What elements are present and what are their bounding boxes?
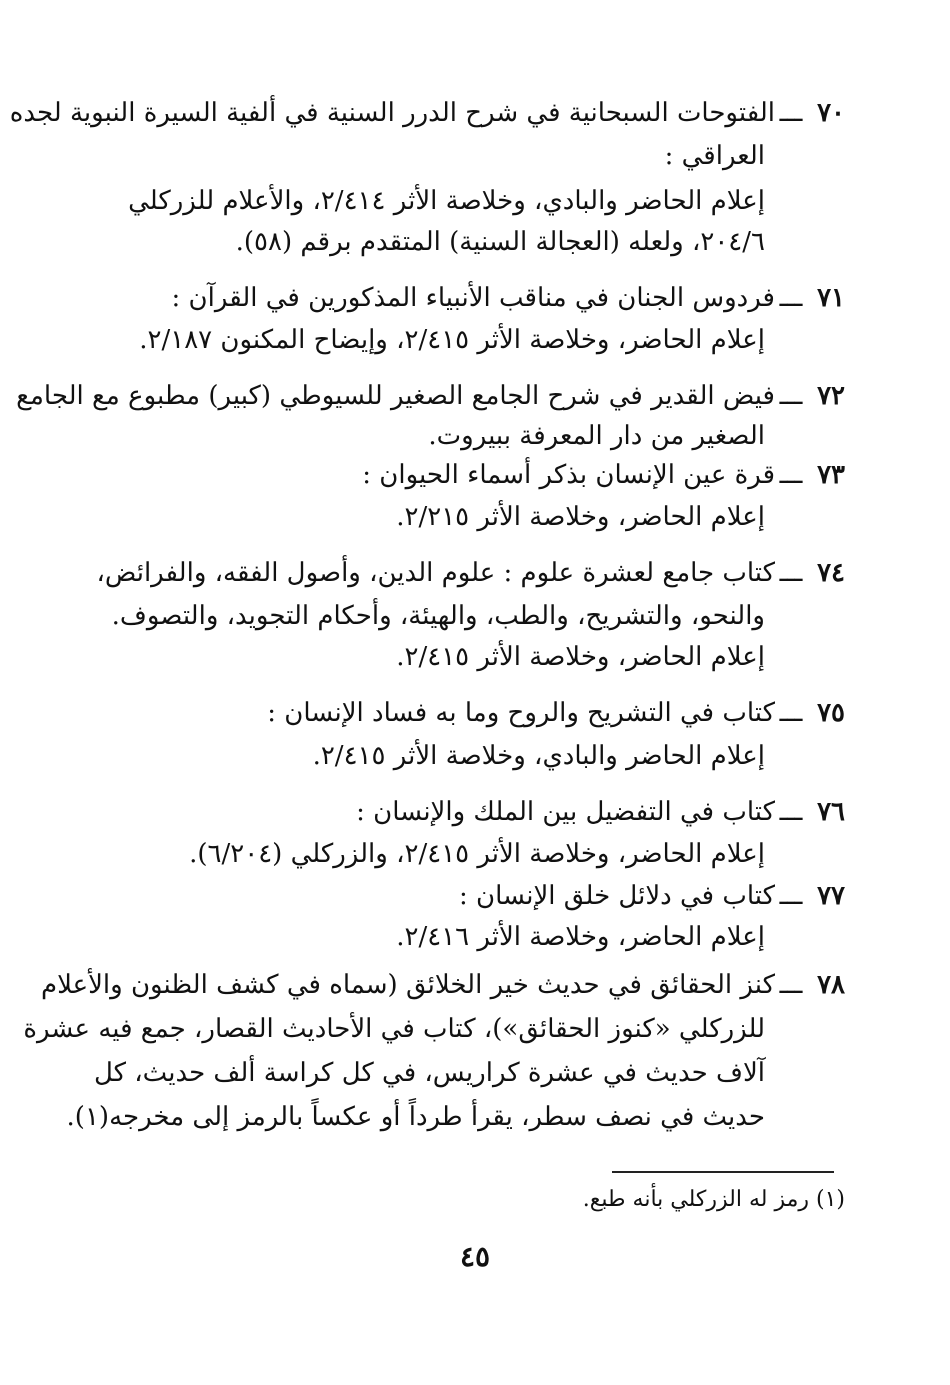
entry-75-line-2: إعلام الحاضر والبادي، وخلاصة الأثر ٢/٤١٥. — [312, 741, 765, 771]
footnote: (١) رمز له الزركلي بأنه طبع. — [582, 1187, 845, 1212]
entry-70-line-1: ٧٠ـــالفتوحات السبحانية في شرح الدرر السنية في ألفية السيرة النبوية لجده — [10, 93, 845, 133]
entry-71-line-1: ٧١ـــفردوس الجنان في مناقب الأنبياء المذكورين في القرآن : — [172, 278, 845, 318]
entry-76-line-2: إعلام الحاضر، وخلاصة الأثر ٢/٤١٥، والزركلي (٦/٢٠٤). — [189, 839, 765, 869]
entry-number: ٧٣ — [817, 460, 845, 490]
entry-72-line-2: الصغير من دار المعرفة ببيروت. — [428, 421, 765, 451]
entry-74-line-3: إعلام الحاضر، وخلاصة الأثر ٢/٤١٥. — [396, 642, 765, 672]
entry-dash: ـــ — [779, 381, 803, 411]
entry-dash: ـــ — [779, 98, 803, 128]
entry-78-line-1: ٧٨ـــكنز الحقائق في حديث خير الخلائق (سماه في كشف الظنون والأعلام — [41, 965, 845, 1005]
entry-number: ٧٧ — [817, 881, 845, 911]
footnote-divider — [612, 1171, 834, 1173]
entry-dash: ـــ — [779, 881, 803, 911]
entry-70-line-4: ٢٠٤/٦، ولعله (العجالة السنية) المتقدم برقم (٥٨). — [235, 227, 765, 257]
entry-dash: ـــ — [779, 970, 803, 1000]
entry-76-line-1: ٧٦ـــكتاب في التفضيل بين الملك والإنسان : — [356, 792, 845, 832]
entry-71-line-2: إعلام الحاضر، وخلاصة الأثر ٢/٤١٥، وإيضاح المكنون ٢/١٨٧. — [139, 325, 765, 355]
entry-73-line-1: ٧٣ـــقرة عين الإنسان بذكر أسماء الحيوان : — [362, 455, 845, 495]
page-number: ٤٥ — [459, 1240, 491, 1273]
entry-73-line-2: إعلام الحاضر، وخلاصة الأثر ٢/٢١٥. — [396, 502, 765, 532]
entry-70-line-2: العراقي : — [664, 141, 765, 171]
entry-dash: ـــ — [779, 283, 803, 313]
entry-number: ٧٨ — [817, 970, 845, 1000]
entry-70-line-3: إعلام الحاضر والبادي، وخلاصة الأثر ٢/٤١٤، والأعلام للزركلي — [128, 186, 765, 216]
entry-78-line-2: للزركلي «كنوز الحقائق»)، كتاب في الأحاديث القصار، جمع فيه عشرة — [23, 1014, 765, 1044]
entry-number: ٧٢ — [817, 381, 845, 411]
entry-74-line-1: ٧٤ـــكتاب جامع لعشرة علوم : علوم الدين، وأصول الفقه، والفرائض، — [96, 553, 845, 593]
entry-78-line-4: حديث في نصف سطر، يقرأ طرداً أو عكساً بالرمز إلى مخرجه(١). — [66, 1102, 765, 1132]
entry-dash: ـــ — [779, 558, 803, 588]
entry-dash: ـــ — [779, 460, 803, 490]
entry-dash: ـــ — [779, 698, 803, 728]
entry-dash: ـــ — [779, 797, 803, 827]
entry-number: ٧٥ — [817, 698, 845, 728]
entry-number: ٧١ — [817, 283, 845, 313]
entry-77-line-1: ٧٧ـــكتاب في دلائل خلق الإنسان : — [459, 876, 845, 916]
entry-78-line-3: آلاف حديث في عشرة كراريس، في كل كراسة ألف حديث، كل — [93, 1058, 765, 1088]
entry-72-line-1: ٧٢ـــفيض القدير في شرح الجامع الصغير للسيوطي (كبير) مطبوع مع الجامع — [16, 376, 845, 416]
entry-number: ٧٤ — [817, 558, 845, 588]
entry-75-line-1: ٧٥ـــكتاب في التشريح والروح وما به فساد الإنسان : — [267, 693, 845, 733]
entry-number: ٧٦ — [817, 797, 845, 827]
entry-77-line-2: إعلام الحاضر، وخلاصة الأثر ٢/٤١٦. — [396, 922, 765, 952]
entry-74-line-2: والنحو، والتشريح، والطب، والهيئة، وأحكام التجويد، والتصوف. — [111, 601, 765, 631]
entry-number: ٧٠ — [817, 98, 845, 128]
